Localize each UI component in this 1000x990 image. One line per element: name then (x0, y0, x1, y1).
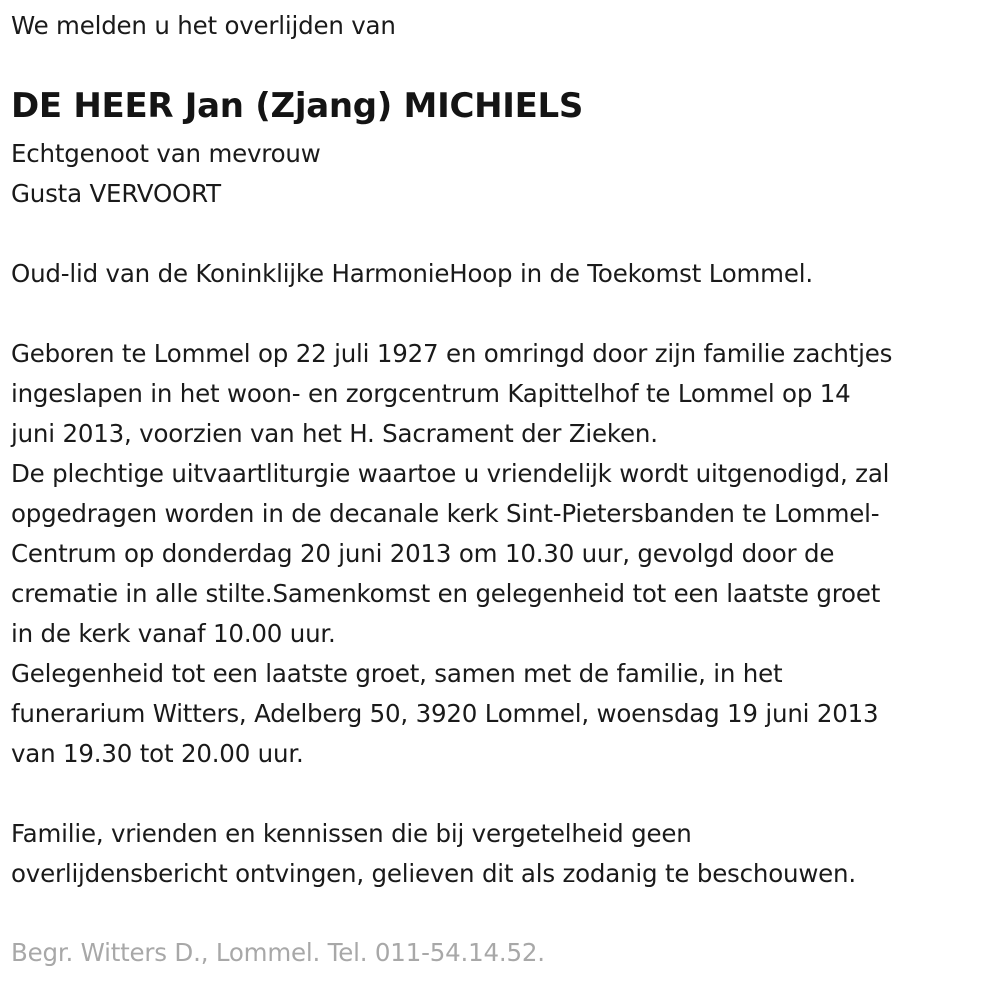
closing-line: Familie, vrienden en kennissen die bij vergetelheid geen (11, 819, 692, 848)
body-line: Centrum op donderdag 20 juni 2013 om 10.30 uur, gevolgd door de (11, 539, 835, 568)
body-line: Geboren te Lommel op 22 juli 1927 en omringd door zijn familie zachtjes (11, 339, 893, 368)
funeral-details (11, 334, 892, 774)
body-line: ingeslapen in het woon- en zorgcentrum Kapittelhof te Lommel op 14 (11, 379, 851, 408)
body-line: in de kerk vanaf 10.00 uur. (11, 619, 336, 648)
spouse-name: Gusta VERVOORT (11, 179, 221, 208)
membership-text: Oud-lid van de Koninklijke HarmonieHoop in de Toekomst Lommel. (11, 259, 813, 288)
body-line: van 19.30 tot 20.00 uur. (11, 739, 304, 768)
body-line: Gelegenheid tot een laatste groet, samen met de familie, in het (11, 659, 783, 688)
spouse-line: Echtgenoot van mevrouw (11, 139, 321, 168)
intro-text: We melden u het overlijden van (11, 11, 396, 40)
closing-line: overlijdensbericht ontvingen, gelieven dit als zodanig te beschouwen. (11, 859, 856, 888)
undertaker-info: Begr. Witters D., Lommel. Tel. 011-54.14.52. (11, 938, 545, 967)
deceased-name: DE HEER Jan (Zjang) MICHIELS (11, 86, 584, 126)
closing-note (11, 814, 856, 894)
body-line: opgedragen worden in de decanale kerk Sint-Pietersbanden te Lommel- (11, 499, 880, 528)
body-line: De plechtige uitvaartliturgie waartoe u vriendelijk wordt uitgenodigd, zal (11, 459, 890, 488)
body-line: juni 2013, voorzien van het H. Sacrament der Zieken. (11, 419, 658, 448)
body-line: funerarium Witters, Adelberg 50, 3920 Lommel, woensdag 19 juni 2013 (11, 699, 879, 728)
body-line: crematie in alle stilte.Samenkomst en gelegenheid tot een laatste groet (11, 579, 881, 608)
